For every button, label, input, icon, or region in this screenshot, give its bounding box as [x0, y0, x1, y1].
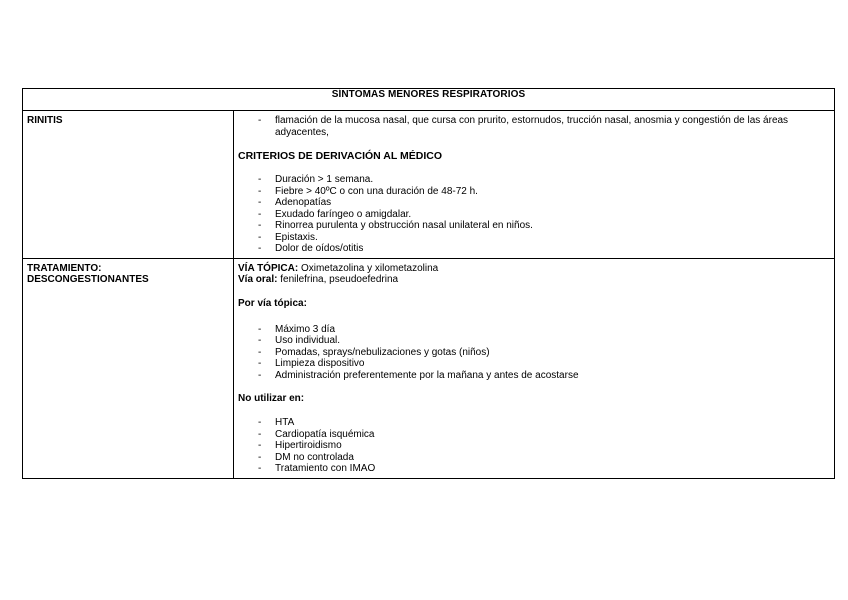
list-item: - Uso individual. — [238, 335, 826, 347]
row-label-rinitis: RINITIS — [23, 111, 234, 259]
list-item: - DM no controlada — [238, 452, 826, 464]
list-item: - Dolor de oídos/otitis — [238, 243, 826, 255]
rinitis-content — [234, 111, 835, 259]
table-row-tratamiento — [23, 258, 835, 478]
row-label-tratamiento — [23, 258, 234, 478]
list-item: - Pomadas, sprays/nebulizaciones y gotas (niños) — [238, 347, 826, 359]
rinitis-definition: - flamación de la mucosa nasal, que cursa con prurito, estornudos, trucción nasal, anosmia y congestión de las áreas adyacentes, — [238, 115, 826, 138]
list-item: - Máximo 3 día — [238, 324, 826, 336]
list-item: - Epistaxis. — [238, 232, 826, 244]
por-via-topica-list — [238, 324, 826, 382]
rinitis-definition-list — [238, 115, 826, 138]
table-header-row — [23, 89, 835, 111]
via-topica-label: VÍA TÓPICA: — [238, 262, 299, 274]
via-oral-line — [238, 274, 826, 286]
tratamiento-label-line2: DESCONGESTIONANTES — [27, 274, 149, 285]
via-oral-label: Vía oral: — [238, 274, 278, 285]
list-item: - Exudado faríngeo o amigdalar. — [238, 209, 826, 221]
criterios-title: CRITERIOS DE DERIVACIÓN AL MÉDICO — [238, 150, 442, 162]
tratamiento-content — [234, 258, 835, 478]
por-via-topica-title: Por vía tópica: — [238, 297, 307, 309]
no-utilizar-title: No utilizar en: — [238, 393, 305, 404]
list-item: - Administración preferentemente por la mañana y antes de acostarse — [238, 370, 826, 382]
tratamiento-label-line1: TRATAMIENTO: — [27, 262, 102, 274]
table-title: SÍNTOMAS MENORES RESPIRATORIOS — [23, 89, 835, 111]
list-item: - Cardiopatía isquémica — [238, 429, 826, 441]
list-item: - Limpieza dispositivo — [238, 358, 826, 370]
via-oral-text: fenilefrina, pseudoefedrina — [277, 274, 399, 285]
list-item: - Fiebre > 40ºC o con una duración de 48-72 h. — [238, 186, 826, 198]
list-item: - Hipertiroidismo — [238, 440, 826, 452]
list-item: - Tratamiento con IMAO — [238, 463, 826, 475]
table-row-rinitis — [23, 111, 835, 259]
list-item: - Duración > 1 semana. — [238, 174, 826, 186]
list-item: - Adenopatías — [238, 197, 826, 209]
via-topica-text: Oximetazolina y xilometazolina — [298, 262, 439, 274]
list-item: - Rinorrea purulenta y obstrucción nasal unilateral en niños. — [238, 220, 826, 232]
no-utilizar-list — [238, 417, 826, 475]
symptoms-table — [22, 88, 835, 479]
list-item: - HTA — [238, 417, 826, 429]
criterios-list — [238, 174, 826, 255]
via-topica-line — [238, 263, 826, 275]
